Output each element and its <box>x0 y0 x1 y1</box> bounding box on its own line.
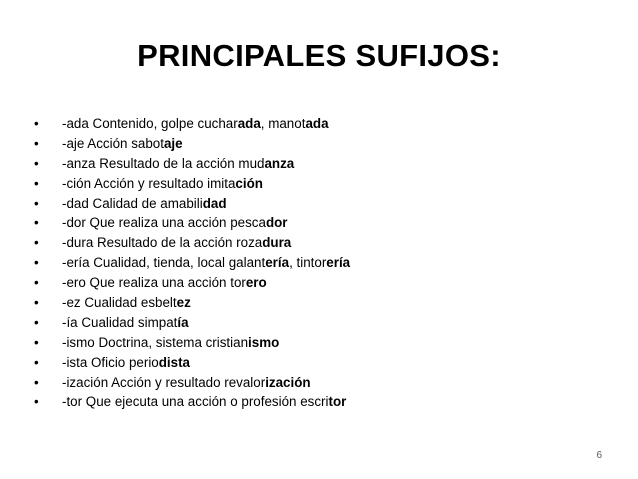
list-item-text <box>62 313 189 333</box>
text-segment: -dor Que realiza una acción pesca <box>62 215 266 231</box>
bullet-icon: • <box>34 255 39 271</box>
list-item <box>34 114 350 134</box>
bullet-icon: • <box>34 155 39 171</box>
suffix-highlight: ada <box>305 116 329 131</box>
bullet-icon: • <box>34 295 39 311</box>
text-segment: -ismo Doctrina, sistema cristian <box>62 334 249 350</box>
list-item-text <box>62 373 311 393</box>
bullet-icon: • <box>34 394 39 410</box>
list-item-text <box>62 392 346 412</box>
text-segment: -tor Que ejecuta una acción o profesión escri <box>62 394 329 410</box>
list-item <box>34 313 350 333</box>
suffix-highlight: ero <box>245 275 267 291</box>
bullet-icon: • <box>34 175 39 191</box>
list-item-text <box>62 174 263 194</box>
suffix-highlight: ía <box>177 314 189 330</box>
list-item <box>34 293 350 313</box>
text-segment: -ez Cualidad esbelt <box>62 295 177 311</box>
page-number: 6 <box>596 450 602 461</box>
text-segment: -anza Resultado de la acción mud <box>62 155 265 171</box>
list-item <box>34 273 350 293</box>
suffix-highlight: ada <box>237 116 261 131</box>
list-item <box>34 333 350 353</box>
suffix-highlight: ismo <box>248 334 280 350</box>
bullet-icon: • <box>34 275 39 291</box>
list-item <box>34 213 350 233</box>
bullet-icon: • <box>34 334 39 350</box>
text-segment: -ista Oficio perio <box>62 354 159 370</box>
list-item-text <box>62 154 294 174</box>
list-item <box>34 373 350 393</box>
text-segment: -ización Acción y resultado revalor <box>62 374 266 390</box>
text-segment: , manot <box>260 116 306 131</box>
text-segment: -dad Calidad de amabili <box>62 195 203 211</box>
list-item-text <box>62 213 288 233</box>
suffix-highlight: aje <box>163 135 183 151</box>
suffix-highlight: ería <box>265 255 290 271</box>
text-segment: -ería Cualidad, tienda, local galant <box>62 255 266 271</box>
bullet-icon: • <box>34 374 39 390</box>
suffix-highlight: ción <box>235 175 263 191</box>
bullet-icon: • <box>34 314 39 330</box>
list-item <box>34 353 350 373</box>
bullet-icon: • <box>34 235 39 251</box>
bullet-icon: • <box>34 116 39 131</box>
list-item <box>34 233 350 253</box>
list-item-text <box>62 293 191 313</box>
suffix-highlight: tor <box>328 394 347 410</box>
bullet-icon: • <box>34 195 39 211</box>
text-segment: -ada Contenido, golpe cuchar <box>62 116 238 131</box>
suffix-highlight: anza <box>264 155 295 171</box>
text-segment: -ero Que realiza una acción tor <box>62 275 246 291</box>
list-item <box>34 194 350 214</box>
list-item <box>34 392 350 412</box>
list-item <box>34 154 350 174</box>
list-item-text <box>62 333 279 353</box>
suffix-highlight: ización <box>265 374 311 390</box>
text-segment: -aje Acción sabot <box>62 135 164 151</box>
text-segment: -dura Resultado de la acción roza <box>62 235 263 251</box>
suffix-highlight: dor <box>265 215 288 231</box>
text-segment: , tintor <box>289 255 327 271</box>
list-item-text <box>62 353 190 373</box>
suffix-highlight: dad <box>202 195 227 211</box>
list-item-text <box>62 253 350 273</box>
list-item-text <box>62 114 329 134</box>
text-segment: -ía Cualidad simpat <box>62 314 178 330</box>
suffix-highlight: dista <box>158 354 191 370</box>
list-item-text <box>62 273 267 293</box>
list-item-text <box>62 194 227 214</box>
suffix-highlight: ez <box>176 295 191 311</box>
list-item <box>34 134 350 154</box>
bullet-icon: • <box>34 215 39 231</box>
list-item-text <box>62 134 183 154</box>
suffix-highlight: dura <box>262 235 292 251</box>
list-item <box>34 253 350 273</box>
text-segment: -ción Acción y resultado imita <box>62 175 236 191</box>
suffix-list <box>34 114 350 412</box>
bullet-icon: • <box>34 354 39 370</box>
list-item <box>34 174 350 194</box>
bullet-icon: • <box>34 135 39 151</box>
slide-title: PRINCIPALES SUFIJOS: <box>137 38 501 73</box>
suffix-highlight: ería <box>326 255 351 271</box>
list-item-text <box>62 233 291 253</box>
